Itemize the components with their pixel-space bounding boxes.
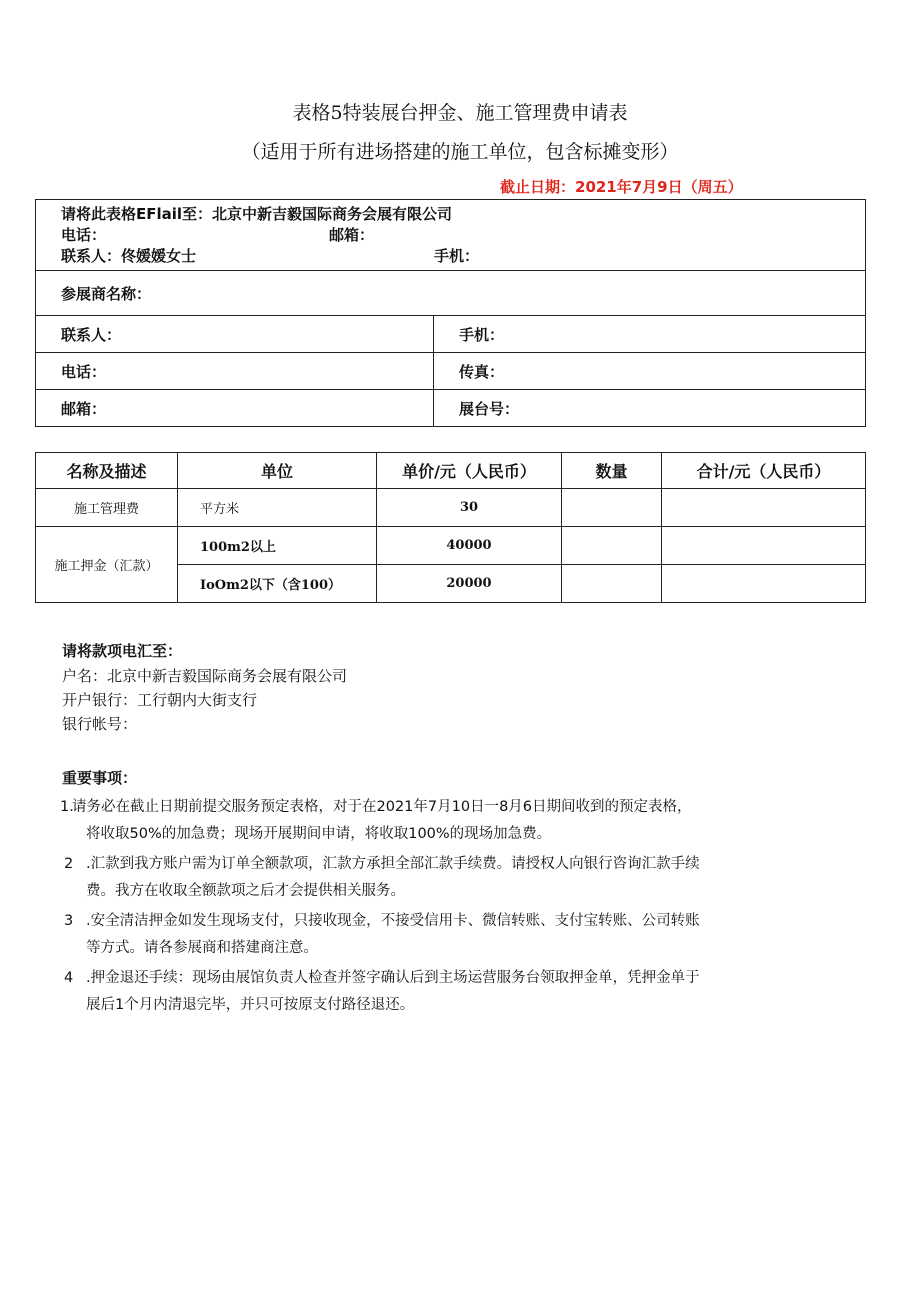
note-line: 将收取50%的加急费；现场开展期间申请，将收取100%的现场加急费。 [86,826,552,842]
header-total: 合计/元（人民币） [662,453,866,489]
contact-person-field[interactable]: 联系人： [36,316,434,353]
note-line: 请务必在截止日期前提交服务预定表格，对于在2021年7月10日一8月6日期间收到的预定表格， [72,799,692,815]
exhibitor-name-field[interactable]: 参展商名称： [36,271,866,316]
email-field[interactable]: 邮箱： [36,390,434,427]
deposit-price-large: 40000 [377,527,562,565]
note-number: 2 [64,856,74,872]
deposit-name: 施工押金（汇款） [36,527,178,603]
header-name: 名称及描述 [36,453,178,489]
phone-field[interactable]: 电话： [36,353,434,390]
note-number: 1. [60,799,74,815]
management-fee-price: 30 [377,489,562,527]
payment-heading: 请将款项电汇至： [62,642,183,660]
notes-heading: 重要事项： [62,769,138,787]
contact-info-table [35,199,866,427]
management-fee-total[interactable] [662,489,866,527]
deposit-price-small: 20000 [377,565,562,603]
table-row [36,489,866,527]
booth-number-field[interactable]: 展台号： [434,390,866,427]
management-fee-name: 施工管理费 [36,489,178,527]
deposit-total-large[interactable] [662,527,866,565]
deposit-unit-small: IoOm2以下（含100） [178,565,377,603]
note-line: .安全清洁押金如发生现场支付，只接收现金，不接受信用卡、微信转账、支付宝转账、公司转账 [86,913,700,929]
deposit-total-small[interactable] [662,565,866,603]
organizer-contact-label: 联系人：佟媛媛女士 [61,247,197,265]
note-line: 等方式。请各参展商和搭建商注意。 [86,940,318,956]
organizer-contact-cell [36,200,866,271]
organizer-mobile-label: 手机： [434,247,480,265]
note-line: .押金退还手续：现场由展馆负责人检查并签字确认后到主场运营服务台领取押金单，凭押金单于 [86,970,700,986]
mobile-field[interactable]: 手机： [434,316,866,353]
email-to-line: 请将此表格EFlail至：北京中新吉毅国际商务会展有限公司 [61,205,453,223]
deposit-quantity-large[interactable] [562,527,662,565]
note-line: 费。我方在收取全额款项之后才会提供相关服务。 [86,883,405,899]
note-line: .汇款到我方账户需为订单全额款项，汇款方承担全部汇款手续费。请授权人向银行咨询汇款手续 [86,856,700,872]
note-number: 3 [64,913,74,929]
account-name: 户名：北京中新吉毅国际商务会展有限公司 [62,667,348,685]
deposit-unit-large: 100m2以上 [178,527,377,565]
header-price: 单价/元（人民币） [377,453,562,489]
bank-name: 开户银行：工行朝内大街支行 [62,691,258,709]
fax-field[interactable]: 传真： [434,353,866,390]
deadline-text: 截止日期：2021年7月9日（周五） [500,178,743,196]
form-subtitle: （适用于所有进场搭建的施工单位，包含标摊变形） [241,141,679,163]
management-fee-unit: 平方米 [178,489,377,527]
fee-table [35,452,866,603]
form-title: 表格5特装展台押金、施工管理费申请表 [292,102,628,124]
deposit-quantity-small[interactable] [562,565,662,603]
note-line: 展后1个月内清退完毕，并只可按原支付路径退还。 [86,997,415,1013]
table-row [36,527,866,565]
organizer-mailbox-label: 邮箱： [329,226,375,244]
management-fee-quantity[interactable] [562,489,662,527]
header-quantity: 数量 [562,453,662,489]
fee-table-header [36,453,866,489]
account-number: 银行帐号： [62,715,138,733]
header-unit: 单位 [178,453,377,489]
note-number: 4 [64,970,74,986]
organizer-phone-label: 电话： [61,226,107,244]
